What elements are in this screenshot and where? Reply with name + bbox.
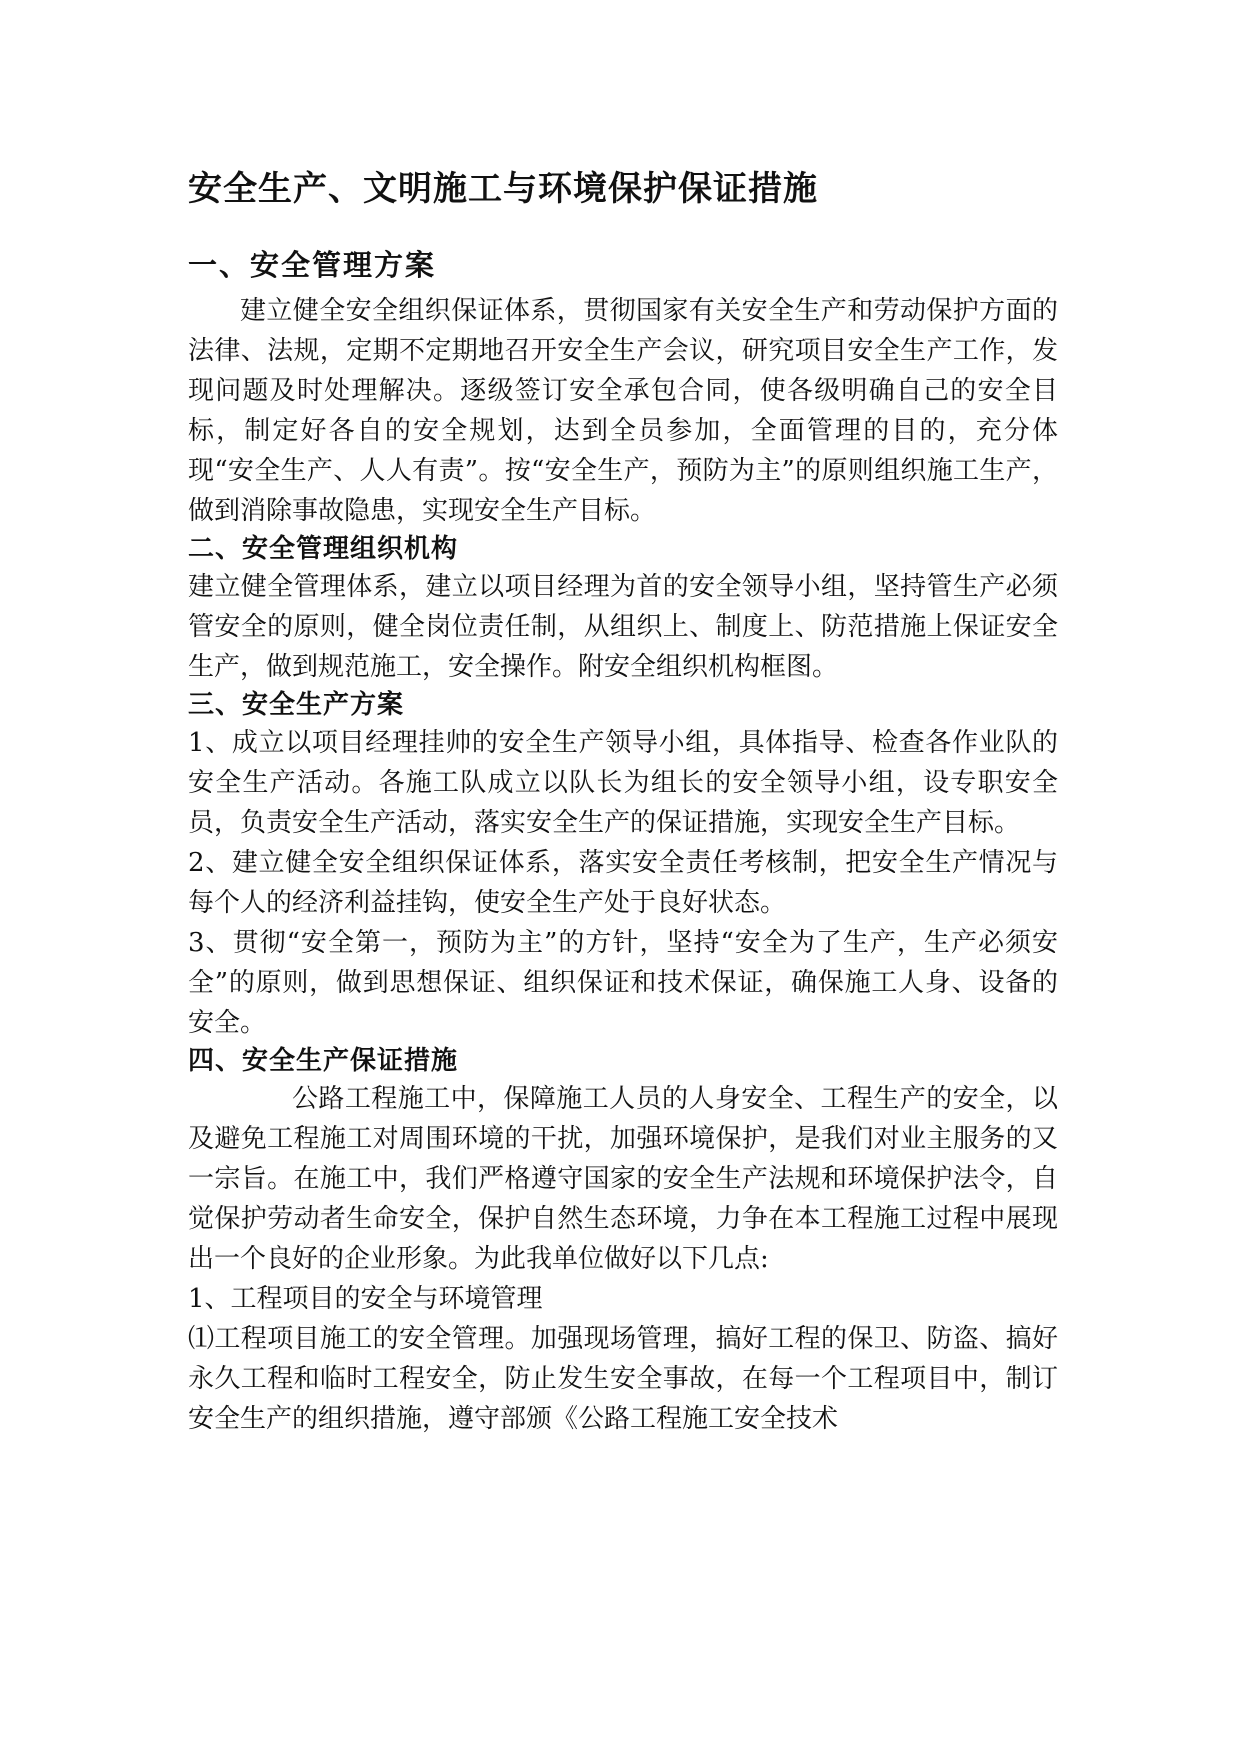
document-title: 安全生产、文明施工与环境保护保证措施 xyxy=(188,169,818,209)
list-item: 3、贯彻“安全第一，预防为主”的方针，坚持“安全为了生产，生产必须安全”的原则，做到思想保证、组织保证和技术保证，确保施工人身、设备的安全。 xyxy=(188,928,1058,1038)
list-item: 2、建立健全安全组织保证体系，落实安全责任考核制，把安全生产情况与每个人的经济利益挂钩，使安全生产处于良好状态。 xyxy=(188,848,1058,918)
paragraph-organization: 建立健全管理体系，建立以项目经理为首的安全领导小组，坚持管生产必须管安全的原则，健全岗位责任制，从组织上、制度上、防范措施上保证安全生产，做到规范施工，安全操作。附安全组织机构框图。 xyxy=(188,572,1058,682)
document-body xyxy=(188,165,1058,1439)
section-heading-safety-plan: 一、安全管理方案 xyxy=(188,248,437,282)
section-heading-organization: 二、安全管理组织机构 xyxy=(188,534,459,564)
section-heading-guarantee-measures: 四、安全生产保证措施 xyxy=(188,1046,459,1076)
subheading-project-management: 1、工程项目的安全与环境管理 xyxy=(188,1284,543,1314)
section-heading-production-plan: 三、安全生产方案 xyxy=(188,690,405,720)
paragraph-safety-plan: 建立健全安全组织保证体系，贯彻国家有关安全生产和劳动保护方面的法律、法规，定期不定期地召开安全生产会议，研究项目安全生产工作，发现问题及时处理解决。逐级签订安全承包合同，使各级明确自己的安全目标，制定好各自的安全规划，达到全员参加，全面管理的目的，充分体现“安全生产、人人有责”。按“安全生产，预防为主”的原则组织施工生产，做到消除事故隐患，实现安全生产目标。 xyxy=(188,296,1058,526)
paragraph-guarantee-measures: 公路工程施工中，保障施工人员的人身安全、工程生产的安全，以及避免工程施工对周围环境的干扰，加强环境保护，是我们对业主服务的又一宗旨。在施工中，我们严格遵守国家的安全生产法规和环境保护法令，自觉保护劳动者生命安全，保护自然生态环境，力争在本工程施工过程中展现出一个良好的企业形象。为此我单位做好以下几点: xyxy=(188,1084,1058,1274)
list-item: 1、成立以项目经理挂帅的安全生产领导小组，具体指导、检查各作业队的安全生产活动。各施工队成立以队长为组长的安全领导小组，设专职安全员，负责安全生产活动，落实安全生产的保证措施，实现安全生产目标。 xyxy=(188,728,1058,838)
paragraph-construction-safety: ⑴工程项目施工的安全管理。加强现场管理，搞好工程的保卫、防盗、搞好永久工程和临时工程安全，防止发生安全事故，在每一个工程项目中，制订安全生产的组织措施，遵守部颁《公路工程施工安全技术 xyxy=(188,1324,1058,1434)
